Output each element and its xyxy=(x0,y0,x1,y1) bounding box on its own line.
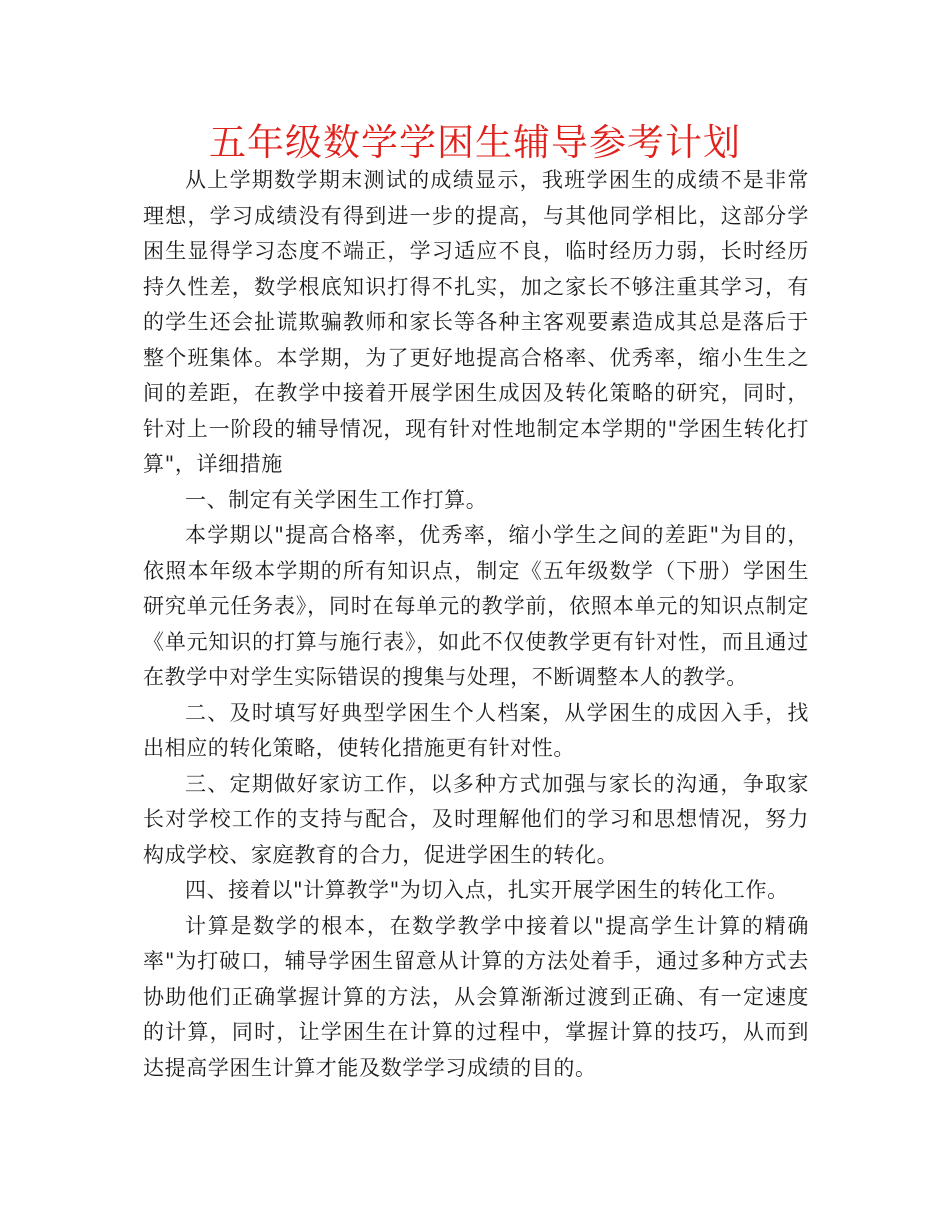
intro-paragraph: 从上学期数学期末测试的成绩显示，我班学困生的成绩不是非常理想，学习成绩没有得到进一步的提高，与其他同学相比，这部分学困生显得学习态度不端正，学习适应不良，临时经历力弱，长时经历持久性差，数学根底知识打得不扎实，加之家长不够注重其学习，有的学生还会扯谎欺骗教师和家长等各种主客观要素造成其总是落后于整个班集体。本学期，为了更好地提高合格率、优秀率，缩小生生之间的差距，在教学中接着开展学困生成因及转化策略的研究，同时，针对上一阶段的辅导情况，现有针对性地制定本学期的"学困生转化打算"，详细措施 xyxy=(143,168,809,476)
section-4-paragraph: 计算是数学的根本，在数学教学中接着以"提高学生计算的精确率"为打破口，辅导学困生留意从计算的方法处着手，通过多种方式去协助他们正确掌握计算的方法，从会算渐渐过渡到正确、有一定速度的计算，同时，让学困生在计算的过程中，掌握计算的技巧，从而到达提高学困生计算才能及数学学习成绩的目的。 xyxy=(143,913,809,1080)
section-heading-4: 四、接着以"计算教学"为切入点，扎实开展学困生的转化工作。 xyxy=(185,878,789,902)
section-3-paragraph: 三、定期做好家访工作，以多种方式加强与家长的沟通，争取家长对学校工作的支持与配合，及时理解他们的学习和思想情况，努力构成学校、家庭教育的合力，促进学困生的转化。 xyxy=(143,771,809,867)
section-heading-1: 一、制定有关学困生工作打算。 xyxy=(185,487,488,512)
section-1-paragraph: 本学期以"提高合格率，优秀率，缩小学生之间的差距"为目的，依照本年级本学期的所有知识点，制定《五年级数学（下册）学困生研究单元任务表》，同时在每单元的教学前，依照本单元的知识点制定《单元知识的打算与施行表》，如此不仅使教学更有针对性，而且通过在教学中对学生实际错误的搜集与处理，不断调整本人的教学。 xyxy=(143,523,809,689)
section-2-paragraph: 二、及时填写好典型学困生个人档案，从学困生的成因入手，找出相应的转化策略，使转化措施更有针对性。 xyxy=(143,700,809,760)
document-title: 五年级数学学困生辅导参考计划 xyxy=(209,121,741,164)
document-body xyxy=(143,163,809,1086)
